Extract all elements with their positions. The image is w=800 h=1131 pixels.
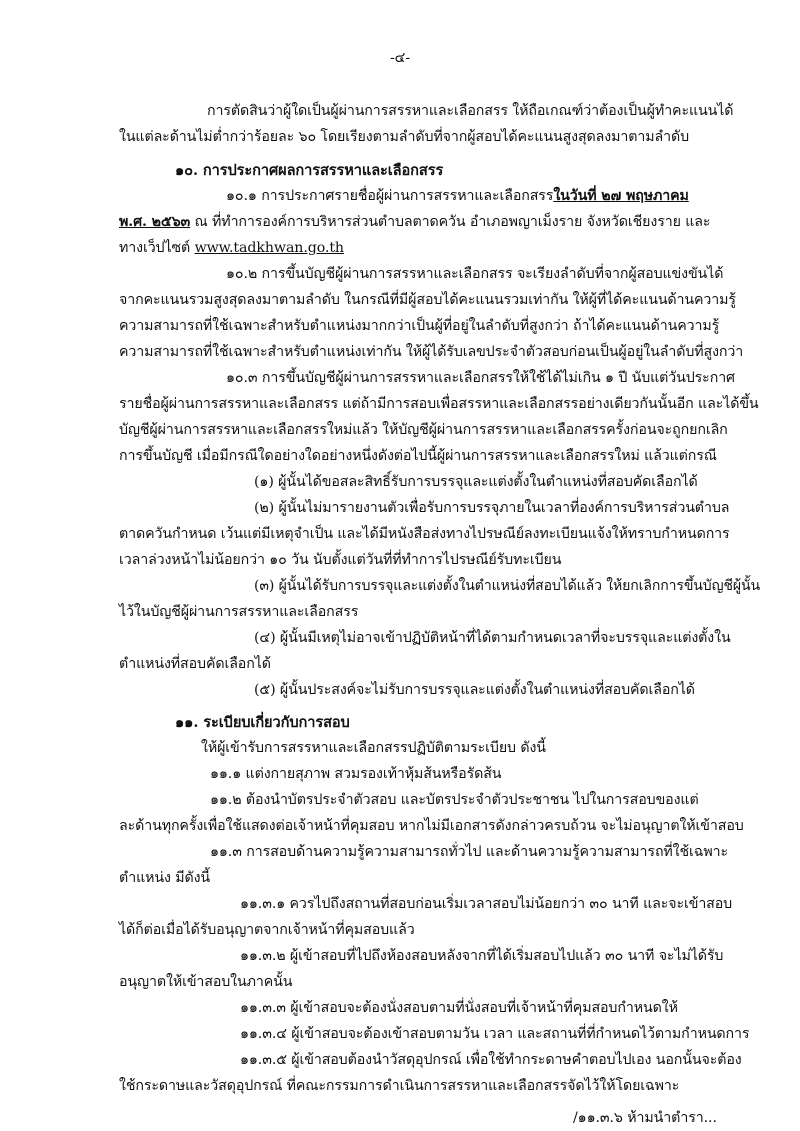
rule-11-3-1-line-1: ๑๑.๓.๑ ควรไปถึงสถานที่สอบก่อนเริ่มเวลาสอบไม่น้อยกว่า ๓๐ นาที และจะเข้าสอบ xyxy=(240,896,733,912)
website-prefix: ทางเว็ปไซต์ xyxy=(119,240,195,256)
section-10-1-place: ณ ที่ทำการองค์การบริหารส่วนตำบลตาดควัน อำเภอพญาเม็งราย จังหวัดเชียงราย และ xyxy=(190,214,711,230)
section-10-3-line-2: รายชื่อผู้ผ่านการสรรหาและเลือกสรร แต่ถ้ามีการสอบเพื่อสรรหาและเลือกสรรอย่างเดียวกันนั้นอีก และได้ขึ้น xyxy=(119,396,759,412)
rule-11-3-2-line-1: ๑๑.๓.๒ ผู้เข้าสอบที่ไปถึงห้องสอบหลังจากที่ได้เริ่มสอบไปแล้ว ๓๐ นาที จะไม่ได้รับ xyxy=(240,948,724,964)
rule-11-3-5-line-1: ๑๑.๓.๕ ผู้เข้าสอบต้องนำวัสดุอุปกรณ์ เพื่อใช้ทำกระดาษคำตอบไปเอง นอกนั้นจะต้อง xyxy=(240,1052,742,1068)
section-10-1-line-3 xyxy=(119,238,344,258)
rule-11-3-5-line-2: ใช้กระดาษและวัสดุอุปกรณ์ ที่คณะกรรมการดำเนินการสรรหาและเลือกสรรจัดไว้ให้โดยเฉพาะ xyxy=(119,1078,680,1094)
announcement-date: ในวันที่ ๒๗ พฤษภาคม xyxy=(553,188,689,204)
section-10-1-line-1 xyxy=(226,186,689,206)
section-11-heading: ๑๑. ระเบียบเกี่ยวกับการสอบ xyxy=(175,714,350,731)
rule-11-2-line-1: ๑๑.๒ ต้องนำบัตรประจำตัวสอบ และบัตรประจำตัวประชาชน ไปในการสอบของแต่ xyxy=(210,792,699,808)
section-11-intro: ให้ผู้เข้ารับการสรรหาและเลือกสรรปฏิบัติตามระเบียบ ดังนี้ xyxy=(201,740,546,756)
section-10-3-line-3: บัญชีผู้ผ่านการสรรหาและเลือกสรรใหม่แล้ว ให้บัญชีผู้ผ่านการสรรหาและเลือกสรรครั้งก่อนจะถูกยกเลิก xyxy=(119,422,728,438)
section-10-3-line-1: ๑๐.๓ การขึ้นบัญชีผู้ผ่านการสรรหาและเลือกสรรให้ใช้ได้ไม่เกิน ๑ ปี นับแต่วันประกาศ xyxy=(226,370,735,386)
item-3-line-1: (๓) ผู้นั้นได้รับการบรรจุและแต่งตั้งในตำแหน่งที่สอบได้แล้ว ให้ยกเลิกการขึ้นบัญชีผู้นั้น xyxy=(254,578,760,594)
section-10-3-line-4: การขึ้นบัญชี เมื่อมีกรณีใดอย่างใดอย่างหนึ่งดังต่อไปนี้ผู้ผ่านการสรรหาและเลือกสรรใหม่ แล้วแต่กรณี xyxy=(119,448,717,464)
website-link[interactable]: www.tadkhwan.go.th xyxy=(194,240,344,256)
continuation-note: /๑๑.๓.๖ ห้ามนำตำรา... xyxy=(573,1110,717,1126)
rule-11-3-line-1: ๑๑.๓ การสอบด้านความรู้ความสามารถทั่วไป และด้านความรู้ความสามารถที่ใช้เฉพาะ xyxy=(210,844,728,860)
rule-11-3-line-2: ตำแหน่ง มีดังนี้ xyxy=(119,870,211,886)
announcement-year: พ.ศ. ๒๕๖๓ xyxy=(119,214,191,230)
item-2-line-2: ตาดควันกำหนด เว้นแต่มีเหตุจำเป็น และได้มีหนังสือส่งทางไปรษณีย์ลงทะเบียนแจ้งให้ทราบกำหนดการ xyxy=(119,526,730,542)
section-10-1-text: ๑๐.๑ การประกาศรายชื่อผู้ผ่านการสรรหาและเลือกสรร xyxy=(226,188,554,204)
rule-11-3-2-line-2: อนุญาตให้เข้าสอบในภาคนั้น xyxy=(119,974,293,990)
rule-11-3-1-line-2: ได้ก็ต่อเมื่อได้รับอนุญาตจากเจ้าหน้าที่คุมสอบแล้ว xyxy=(119,922,415,938)
section-10-2-line-2: จากคะแนนรวมสูงสุดลงมาตามลำดับ ในกรณีที่มีผู้สอบได้คะแนนรวมเท่ากัน ให้ผู้ที่ได้คะแนนด้านความรู้ xyxy=(119,292,736,308)
rule-11-2-line-2: ละด้านทุกครั้งเพื่อใช้แสดงต่อเจ้าหน้าที่คุมสอบ หากไม่มีเอกสารดังกล่าวครบถ้วน จะไม่อนุญาตให้เข้าสอบ xyxy=(119,818,744,834)
item-4-line-1: (๔) ผู้นั้นมีเหตุไม่อาจเข้าปฏิบัติหน้าที่ได้ตามกำหนดเวลาที่จะบรรจุและแต่งตั้งใน xyxy=(254,630,731,646)
rule-11-3-4: ๑๑.๓.๔ ผู้เข้าสอบจะต้องเข้าสอบตามวัน เวลา และสถานที่ที่กำหนดไว้ตามกำหนดการ xyxy=(240,1026,750,1042)
item-5: (๕) ผู้นั้นประสงค์จะไม่รับการบรรจุและแต่งตั้งในตำแหน่งที่สอบคัดเลือกได้ xyxy=(254,682,695,698)
item-4-line-2: ตำแหน่งที่สอบคัดเลือกได้ xyxy=(119,656,271,672)
section-10-heading: ๑๐. การประกาศผลการสรรหาและเลือกสรร xyxy=(175,162,444,179)
section-10-2-line-4: ความสามารถที่ใช้เฉพาะสำหรับตำแหน่งเท่ากัน ให้ผู้ได้รับเลขประจำตัวสอบก่อนเป็นผู้อยู่ในลำดับที่สูงกว่า xyxy=(119,344,744,360)
intro-line-1: การตัดสินว่าผู้ใดเป็นผู้ผ่านการสรรหาและเลือกสรร ให้ถือเกณฑ์ว่าต้องเป็นผู้ทำคะแนนได้ xyxy=(207,103,734,119)
item-2-line-3: เวลาล่วงหน้าไม่น้อยกว่า ๑๐ วัน นับตั้งแต่วันที่ที่ทำการไปรษณีย์รับทะเบียน xyxy=(119,552,562,568)
section-10-2-line-3: ความสามารถที่ใช้เฉพาะสำหรับตำแหน่งมากกว่าเป็นผู้ที่อยู่ในลำดับที่สูงกว่า ถ้าได้คะแนนด้านความรู้ xyxy=(119,318,720,334)
page-number: -๔- xyxy=(389,50,411,66)
section-10-2-line-1: ๑๐.๒ การขึ้นบัญชีผู้ผ่านการสรรหาและเลือกสรร จะเรียงลำดับที่จากผู้สอบแข่งขันได้ xyxy=(226,266,724,282)
section-10-1-line-2 xyxy=(119,212,710,232)
item-3-line-2: ไว้ในบัญชีผู้ผ่านการสรรหาและเลือกสรร xyxy=(119,604,359,620)
rule-11-1: ๑๑.๑ แต่งกายสุภาพ สวมรองเท้าหุ้มส้นหรือรัดส้น xyxy=(210,766,502,782)
item-2-line-1: (๒) ผู้นั้นไม่มารายงานตัวเพื่อรับการบรรจุภายในเวลาที่องค์การบริหารส่วนตำบล xyxy=(254,500,730,516)
rule-11-3-3: ๑๑.๓.๓ ผู้เข้าสอบจะต้องนั่งสอบตามที่นั่งสอบที่เจ้าหน้าที่คุมสอบกำหนดให้ xyxy=(240,1000,678,1016)
intro-line-2: ในแต่ละด้านไม่ต่ำกว่าร้อยละ ๖๐ โดยเรียงตามลำดับที่จากผู้สอบได้คะแนนสูงสุดลงมาตามลำดับ xyxy=(119,129,690,145)
item-1: (๑) ผู้นั้นได้ขอสละสิทธิ์รับการบรรจุและแต่งตั้งในตำแหน่งที่สอบคัดเลือกได้ xyxy=(254,474,698,490)
